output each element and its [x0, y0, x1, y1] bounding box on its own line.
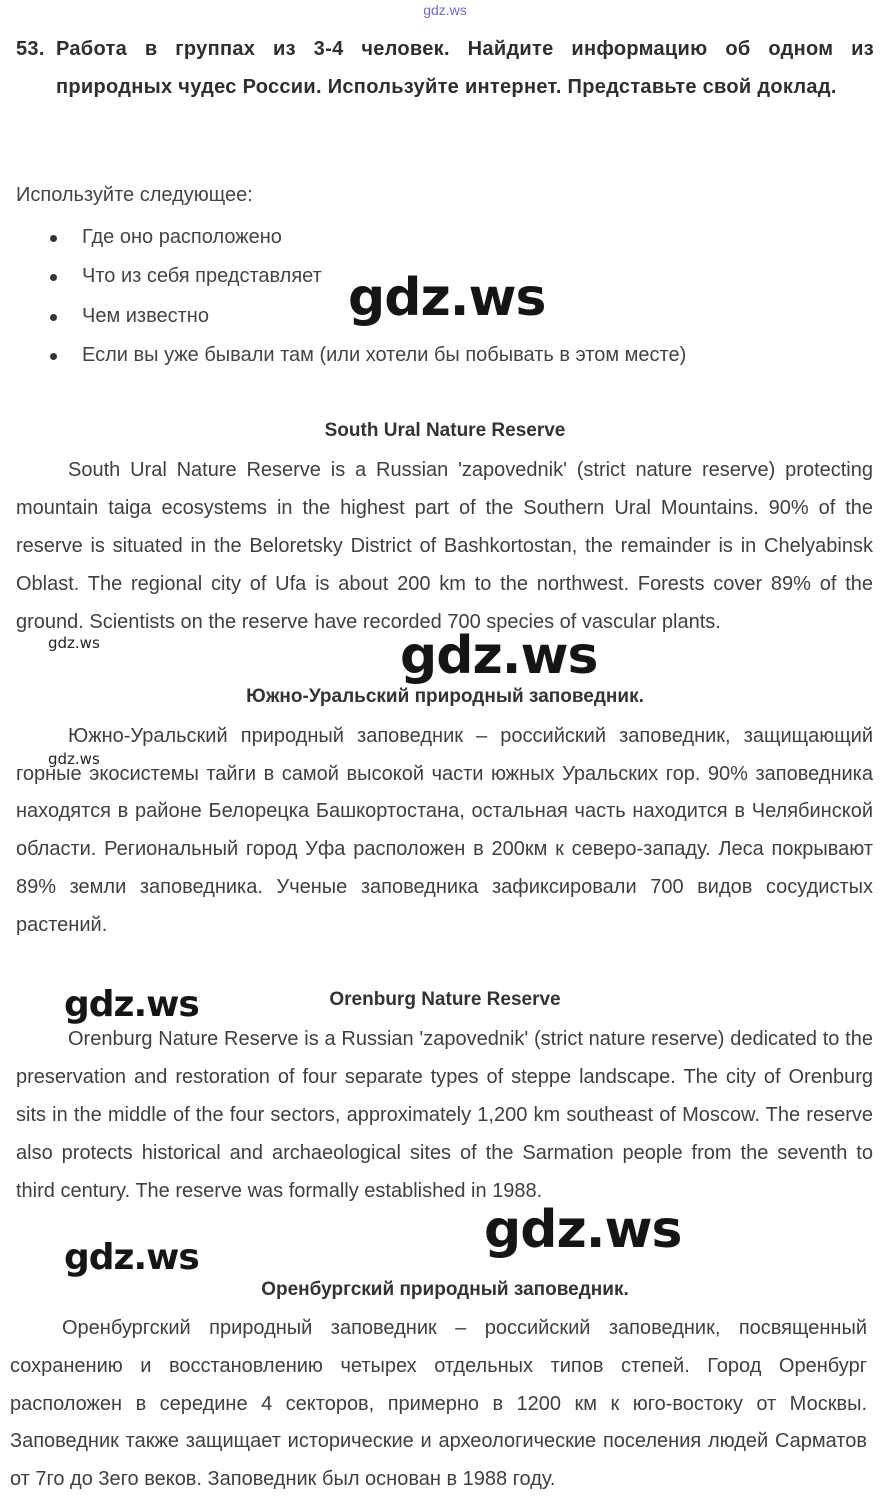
section-text-south-ural-ru: Южно-Уральский природный заповедник – российский заповедник, защищающий горные экосистемы тайги в самой высокой части южных Уральских гор. 90% заповедника находятся в районе Белорецка Башкортостана, остальная часть находится в Челябинской области. Региональный город Уфа расположен в 200км к северо-западу. Леса покрывают 89% земли заповедника. Ученые заповедника зафиксировали 700 видов сосудистых растений.: [16, 725, 873, 936]
watermark-medium: gdz.ws: [64, 984, 199, 1025]
watermark-medium: gdz.ws: [64, 1237, 199, 1278]
watermark-small: gdz.ws: [48, 634, 100, 652]
section-title-south-ural-en: South Ural Nature Reserve: [324, 420, 566, 441]
watermark-large: gdz.ws: [400, 626, 598, 686]
task-text: Работа в группах из 3-4 человек. Найдите информацию об одном из природных чудес России. Используйте интернет. Представьте свой доклад.: [56, 38, 874, 98]
task-number: 53.: [16, 38, 45, 60]
section-title-south-ural-ru: Южно-Уральский природный заповедник.: [246, 686, 644, 707]
bullet-item: Если вы уже бывали там (или хотели бы побывать в этом месте): [44, 336, 686, 375]
task-block: [16, 30, 874, 98]
bullet-item: Чем известно: [44, 297, 686, 336]
section-text-south-ural-en: South Ural Nature Reserve is a Russian 'zapovednik' (strict nature reserve) protecting mountain taiga ecosystems in the highest part of the Southern Ural Mountains. 90% of the reserve is situated in the Beloretsky District of Bashkortostan, the remainder is in Chelyabinsk Oblast. The regional city of Ufa is about 200 km to the northwest. Forests cover 89% of the ground. Scientists on the reserve have recorded 700 species of vascular plants.: [16, 459, 873, 633]
section-title-orenburg-en: Orenburg Nature Reserve: [329, 989, 561, 1010]
section-text-orenburg-ru: Оренбургский природный заповедник – российский заповедник, посвященный сохранению и восстановлению четырех отдельных типов степей. Город Оренбург расположен в середине 4 секторов, примерно в 1200 км к юго-востоку от Москвы. Заповедник также защищает исторические и археологические поселения людей Сарматов от 7го до 3его веков. Заповедник был основан в 1988 году.: [10, 1317, 867, 1491]
use-intro: Используйте следующее:: [16, 184, 253, 206]
watermark-top: gdz.ws: [423, 2, 467, 18]
watermark-small: gdz.ws: [48, 750, 100, 768]
bullet-item: Где оно расположено: [44, 218, 686, 257]
watermark-large: gdz.ws: [484, 1200, 682, 1260]
bullet-item: Что из себя представляет: [44, 257, 686, 296]
watermark-large: gdz.ws: [348, 268, 546, 328]
section-text-orenburg-en: Orenburg Nature Reserve is a Russian 'zapovednik' (strict nature reserve) dedicated to the preservation and restoration of four separate types of steppe landscape. The city of Orenburg sits in the middle of the four sectors, approximately 1,200 km southeast of Moscow. The reserve also protects historical and archaeological sites of the Sarmation people from the seventh to third century. The reserve was formally established in 1988.: [16, 1028, 873, 1202]
section-title-orenburg-ru: Оренбургский природный заповедник.: [261, 1279, 629, 1300]
